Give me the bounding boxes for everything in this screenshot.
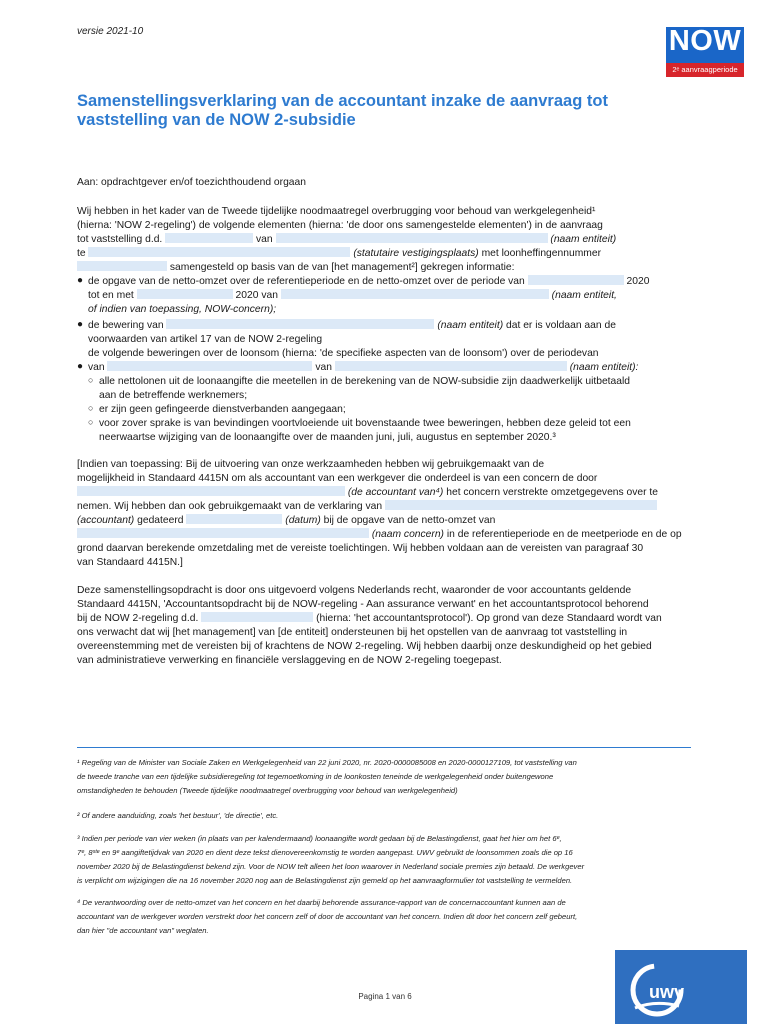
footnote-3-line4: is verplicht om wijzigingen die na 16 november 2020 nog aan de Belastingdienst zijn gemeld op het aanvraagformulier tot vaststelling te vermelden. xyxy=(77,876,573,885)
location-field[interactable] xyxy=(88,247,350,257)
sub3-line2: neerwaartse wijziging van de loonaangifte over de maanden juni, juli, augustus en september 2020.³ xyxy=(99,432,556,443)
sub-bullet-icon: ○ xyxy=(88,403,94,413)
footnote-3-line3: november 2020 bij de Belastingdienst bekend zijn. Voor de NOW telt alleen het loon waarover in Nederland sociale premies zijn betaald. De werkgever xyxy=(77,862,585,871)
b1-line2: tot en met 2020 van (naam entiteit, xyxy=(88,290,617,301)
p2-line4: nemen. Wij hebben dan ook gebruikgemaakt van de verklaring van xyxy=(77,500,657,514)
document-title: Samenstellingsverklaring van de accountant inzake de aanvraag tot vaststelling van de NOW 2-subsidie xyxy=(77,92,608,129)
footnote-4-line3: dan hier "de accountant van" weglaten. xyxy=(77,926,209,935)
p3-line4: ons verwacht dat wij [het management] van [de entiteit] ondersteunen bij het opstellen van de aanvraag tot vaststelling in xyxy=(77,627,628,638)
page-number: Pagina 1 van 6 xyxy=(358,992,412,1001)
p1-line1: Wij hebben in het kader van de Tweede tijdelijke noodmaatregel overbrugging voor behoud van werkgelegenheid¹ xyxy=(77,206,596,217)
sub-bullet-icon: ○ xyxy=(88,375,94,385)
sub-bullet-icon: ○ xyxy=(88,417,94,427)
footnote-1-line3: omstandigheden te behouden (Tweede tijdelijke noodmaatregel overbrugging voor behoud van werkgelegenheid) xyxy=(77,786,458,795)
period-from-field[interactable] xyxy=(528,275,624,285)
footnote-3-line2: 7ᵉ, 8ˢᵗᵉ en 9ᵉ aangiftetijdvak van 2020 en dient deze tekst dienovereenkomstig te worden aangepast. UWV gebruikt de loonsommen zoals die op 16 xyxy=(77,848,573,857)
p2-line2: mogelijkheid in Standaard 4415N om als accountant van een werkgever die onderdeel is van een concern de door xyxy=(77,473,598,484)
date-field[interactable] xyxy=(165,233,253,243)
b1-line3: of indien van toepassing, NOW-concern); xyxy=(88,304,277,315)
p2-line7: grond daarvan berekende omzetdaling met de vereiste toelichtingen. Wij hebben voldaan aan de vereisten van paragraaf 30 xyxy=(77,543,644,554)
sub1-line1: alle nettolonen uit de loonaangifte die meetellen in de berekening van de NOW-subsidie zijn daadwerkelijk uitbetaald xyxy=(99,376,631,387)
period-to-field[interactable] xyxy=(137,289,233,299)
footnote-1-line1: ¹ Regeling van de Minister van Sociale Zaken en Werkgelegenheid van 22 juni 2020, nr. 2020-0000085008 en 2020-0000127109, tot vaststelling van xyxy=(77,758,577,767)
declaration-date-field[interactable] xyxy=(186,514,282,524)
footnote-4-line1: ⁴ De verantwoording over de netto-omzet van het concern en het daarbij behorende assurance-rapport van de concernaccountant kunnen aan de xyxy=(77,898,566,907)
p3-line2: Standaard 4415N, 'Accountantsopdracht bij de NOW-regeling - Aan assurance verwant' en het accountantsprotocol behorend xyxy=(77,599,649,610)
bullet-icon: ● xyxy=(77,319,84,330)
b2-line1: de bewering van (naam entiteit) dat er is voldaan aan de xyxy=(88,320,616,331)
bullet-icon: ● xyxy=(77,275,84,286)
footnote-2: ² Of andere aanduiding, zoals 'het bestuur', 'de directie', etc. xyxy=(77,811,279,820)
p2-line1: [Indien van toepassing: Bij de uitvoering van onze werkzaamheden hebben wij gebruikgemaakt van de xyxy=(77,459,545,470)
b3-line1: van van (naam entiteit): xyxy=(88,362,639,373)
p3-line3: bij de NOW 2-regeling d.d. (hierna: 'het accountantsprotocol'). Op grond van deze Standaard wordt van xyxy=(77,613,662,624)
p3-line6: van administratieve verwerking en financiële verslaggeving en de NOW 2-regeling toegepast. xyxy=(77,655,502,666)
p3-line5: overeenstemming met de vereisten bij of krachtens de NOW 2-regeling. Wij hebben daarbij onze deskundigheid op het gebied xyxy=(77,641,652,652)
p1-line2: (hierna: 'NOW 2-regeling') de volgende elementen (hierna: 'de door ons samengestelde elementen') in de aanvraag xyxy=(77,220,603,231)
p1-line3: tot vaststelling d.d. van (naam entiteit) xyxy=(77,234,617,245)
footnote-3-line1: ³ Indien per periode van vier weken (in plaats van per kalendermaand) loonaangifte wordt gedaan bij de Belastingdienst, gaat het hier om het 6ᵉ, xyxy=(77,834,562,843)
p2-line5: (accountant) gedateerd (datum) bij de opgave van de netto-omzet van xyxy=(77,515,496,526)
declaration-of-field[interactable] xyxy=(385,500,657,510)
loonsom-from-field[interactable] xyxy=(107,361,312,371)
bullet-icon: ● xyxy=(77,361,84,372)
footnote-separator xyxy=(77,747,691,748)
version-label: versie 2021-10 xyxy=(77,26,144,37)
b1-line1: de opgave van de netto-omzet over de referentieperiode en de netto-omzet over de periode van 2020 xyxy=(88,276,650,287)
p2-line3: (de accountant van⁴) het concern verstrekte omzetgegevens over te xyxy=(77,486,658,500)
payroll-tax-number-field[interactable] xyxy=(77,261,167,271)
b1-entity-field[interactable] xyxy=(281,289,549,299)
loonsom-entity-field[interactable] xyxy=(335,361,567,371)
b2-line2: voorwaarden van artikel 17 van de NOW 2-regeling xyxy=(88,334,323,345)
p1-line4: te (statutaire vestigingsplaats) met loonheffingennummer xyxy=(77,248,602,259)
concern-name-field[interactable] xyxy=(77,528,369,538)
sub2-line1: er zijn geen gefingeerde dienstverbanden aangegaan; xyxy=(99,404,346,415)
footnote-4-line2: accountant van de werkgever worden verstrekt door het concern zelf of door de accountant van het concern. Indien dit door het concern zelf gebeurt, xyxy=(77,912,578,921)
b2-line3: de volgende beweringen over de loonsom (hierna: 'de specifieke aspecten van de loonsom') over de periodevan xyxy=(88,348,599,359)
sub1-line2: aan de betreffende werknemers; xyxy=(99,390,248,401)
footnote-1-line2: de tweede tranche van een tijdelijke subsidieregeling tot tegemoetkoming in de loonkosten teneinde de werkgelegenheid onder buitengewone xyxy=(77,772,554,781)
now-logo-text: NOW xyxy=(668,25,742,57)
b2-entity-field[interactable] xyxy=(166,319,434,329)
p2-line8: van Standaard 4415N.] xyxy=(77,557,183,568)
uwv-logo-text: uwv xyxy=(649,982,685,1002)
p3-line1: Deze samenstellingsopdracht is door ons uitgevoerd volgens Nederlands recht, waaronder de voor accountants geldende xyxy=(77,585,632,596)
now-logo-subtitle: 2ᵉ aanvraagperiode xyxy=(666,63,744,77)
concern-accountant-field[interactable] xyxy=(77,486,345,496)
addressee: Aan: opdrachtgever en/of toezichthoudend orgaan xyxy=(77,177,306,188)
sub3-line1: voor zover sprake is van bevindingen voortvloeiende uit bovenstaande twee beweringen, hebben deze geleid tot een xyxy=(99,418,631,429)
protocol-date-field[interactable] xyxy=(201,612,313,622)
uwv-logo xyxy=(615,950,747,1024)
uwv-logo-mark xyxy=(615,950,747,1024)
p1-line5: samengesteld op basis van de van [het management²] gekregen informatie: xyxy=(77,261,514,275)
now-logo xyxy=(666,27,744,77)
entity-name-field[interactable] xyxy=(276,233,548,243)
p2-line6: (naam concern) in de referentieperiode en de meetperiode en de op xyxy=(77,528,682,542)
